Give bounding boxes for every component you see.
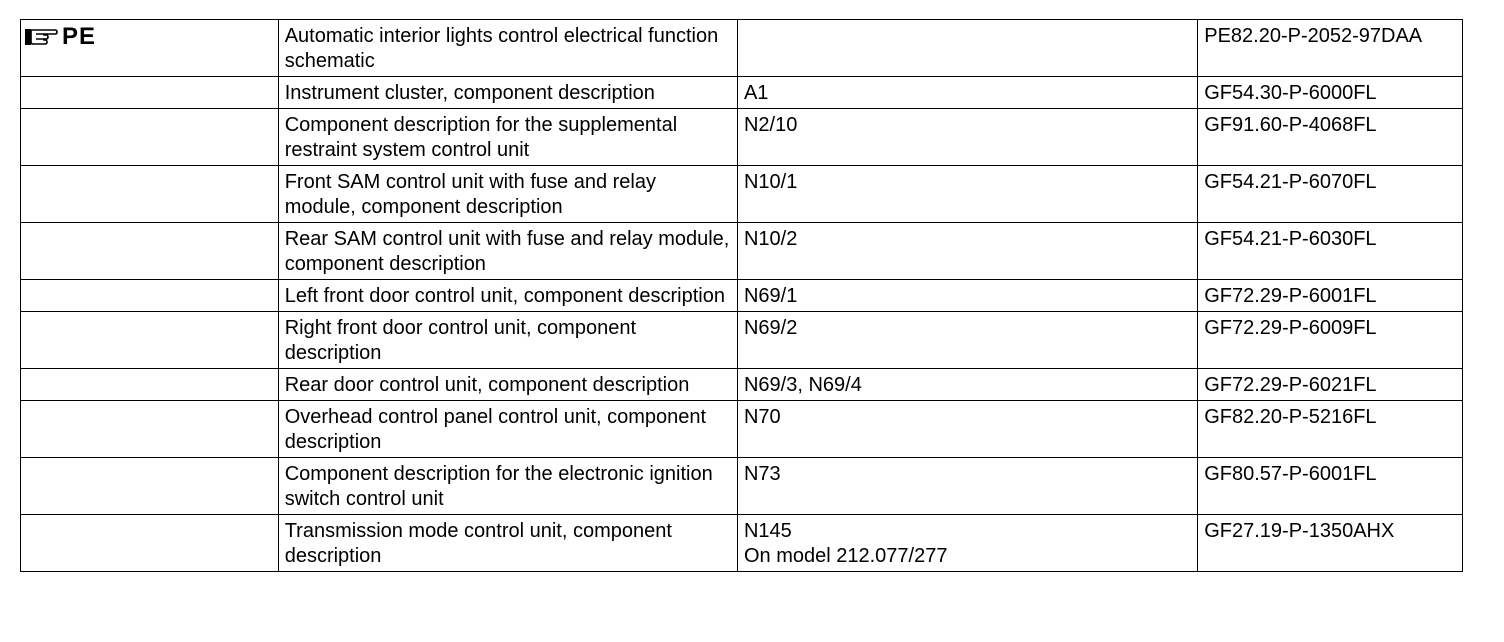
table-row [21, 369, 1463, 401]
row-reference-link[interactable]: GF80.57-P-6001FL [1198, 458, 1463, 515]
reference-table [20, 19, 1463, 572]
row-description: Component description for the electronic ignition switch control unit [278, 458, 737, 515]
table-row [21, 166, 1463, 223]
empty-cell [21, 223, 279, 280]
header-row [21, 20, 1463, 77]
row-description: Component description for the supplemental restraint system control unit [278, 109, 737, 166]
table-row [21, 280, 1463, 312]
table-row [21, 312, 1463, 369]
row-designation-cell [737, 515, 1197, 572]
row-designation: N2/10 [737, 109, 1197, 166]
row-designation: N10/1 [737, 166, 1197, 223]
pointing-hand-icon [24, 26, 58, 48]
pe-label: PE [62, 23, 97, 50]
empty-cell [21, 166, 279, 223]
table-row [21, 109, 1463, 166]
row-reference-link[interactable]: GF54.21-P-6030FL [1198, 223, 1463, 280]
header-designation [737, 20, 1197, 77]
row-designation: N10/2 [737, 223, 1197, 280]
header-reference-link[interactable]: PE82.20-P-2052-97DAA [1198, 20, 1463, 77]
row-description: Right front door control unit, component description [278, 312, 737, 369]
row-reference-link[interactable]: GF72.29-P-6009FL [1198, 312, 1463, 369]
table-row [21, 515, 1463, 572]
empty-cell [21, 458, 279, 515]
row-designation: N145 [743, 520, 792, 542]
table-row [21, 77, 1463, 109]
table-row [21, 401, 1463, 458]
row-description: Transmission mode control unit, component description [278, 515, 737, 572]
row-reference-link[interactable]: GF54.21-P-6070FL [1198, 166, 1463, 223]
row-designation: N73 [737, 458, 1197, 515]
row-reference-link[interactable]: GF27.19-P-1350AHX [1198, 515, 1463, 572]
row-description: Front SAM control unit with fuse and relay module, component description [278, 166, 737, 223]
table-row [21, 458, 1463, 515]
row-reference-link[interactable]: GF91.60-P-4068FL [1198, 109, 1463, 166]
row-designation: N69/2 [737, 312, 1197, 369]
row-reference-link[interactable]: GF82.20-P-5216FL [1198, 401, 1463, 458]
header-description: Automatic interior lights control electrical function schematic [278, 20, 737, 77]
row-designation: A1 [737, 77, 1197, 109]
empty-cell [21, 312, 279, 369]
row-designation: N69/3, N69/4 [737, 369, 1197, 401]
empty-cell [21, 401, 279, 458]
empty-cell [21, 515, 279, 572]
row-reference-link[interactable]: GF72.29-P-6021FL [1198, 369, 1463, 401]
row-description: Instrument cluster, component description [278, 77, 737, 109]
row-reference-link[interactable]: GF54.30-P-6000FL [1198, 77, 1463, 109]
row-designation: N69/1 [737, 280, 1197, 312]
empty-cell [21, 369, 279, 401]
row-description: Rear SAM control unit with fuse and relay module, component description [278, 223, 737, 280]
table-row [21, 223, 1463, 280]
empty-cell [21, 109, 279, 166]
row-reference-link[interactable]: GF72.29-P-6001FL [1198, 280, 1463, 312]
row-designation-note: On model 212.077/277 [743, 545, 948, 567]
row-description: Left front door control unit, component description [278, 280, 737, 312]
pe-marker-cell [21, 20, 279, 77]
empty-cell [21, 77, 279, 109]
row-designation: N70 [737, 401, 1197, 458]
empty-cell [21, 280, 279, 312]
row-description: Rear door control unit, component description [278, 369, 737, 401]
row-description: Overhead control panel control unit, component description [278, 401, 737, 458]
